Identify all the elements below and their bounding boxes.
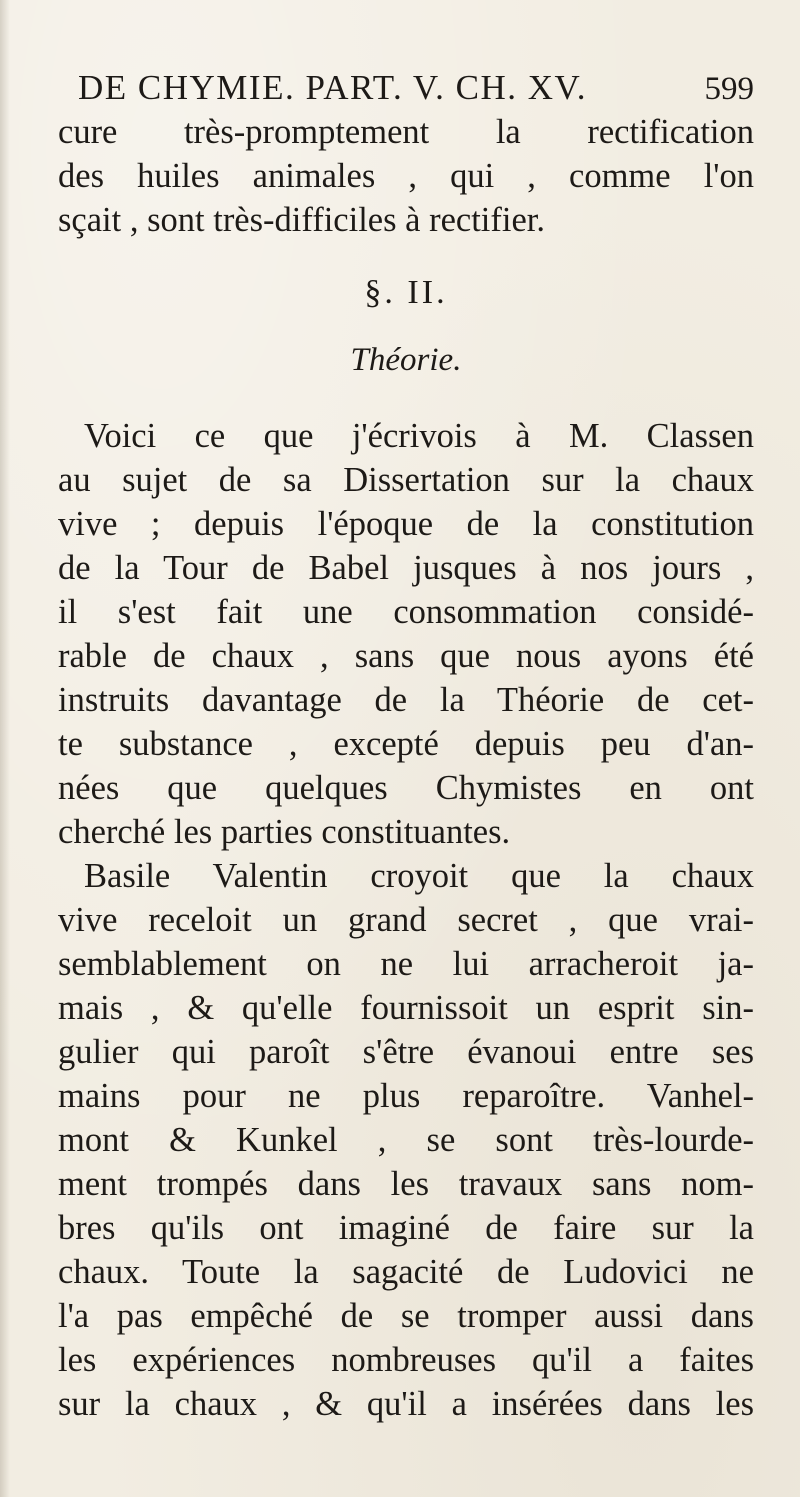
opening-lines [58, 110, 754, 242]
text-line: mais , & qu'elle fournissoit un esprit sin- [58, 989, 754, 1027]
text-line: il s'est fait une consommation considé- [58, 593, 754, 631]
paragraph-2 [58, 854, 754, 1426]
text-line: vive ; depuis l'époque de la constitution [58, 505, 754, 543]
text-line: ment trompés dans les travaux sans nom- [58, 1165, 754, 1203]
section-title: Théorie. [350, 342, 462, 378]
text-line: de la Tour de Babel jusques à nos jours , [58, 549, 754, 587]
text-line: des huiles animales , qui , comme l'on [58, 157, 754, 195]
text-line: vive receloit un grand secret , que vrai- [58, 901, 754, 939]
text-line: les expériences nombreuses qu'il a faites [58, 1341, 754, 1379]
text-line: Voici ce que j'écrivois à M. Classen [84, 417, 754, 455]
text-line: l'a pas empêché de se tromper aussi dans [58, 1297, 754, 1335]
text-line: instruits davantage de la Théorie de cet- [58, 681, 754, 719]
text-line: sur la chaux , & qu'il a insérées dans les [58, 1385, 754, 1423]
text-line: Basile Valentin croyoit que la chaux [84, 857, 754, 895]
text-line: rable de chaux , sans que nous ayons été [58, 637, 754, 675]
text-line: gulier qui paroît s'être évanoui entre ses [58, 1033, 754, 1071]
page-number: 599 [704, 71, 754, 107]
text-line: mains pour ne plus reparoître. Vanhel- [58, 1077, 754, 1115]
running-head [58, 66, 754, 110]
text-block [58, 66, 754, 1426]
text-line: sçait , sont très-difficiles à rectifier. [58, 201, 545, 239]
running-head-title: DE CHYMIE. PART. V. CH. XV. [78, 68, 588, 107]
section-number: §. II. [364, 274, 448, 311]
page-gutter-shadow [0, 0, 10, 1497]
text-line: bres qu'ils ont imaginé de faire sur la [58, 1209, 754, 1247]
paragraph-1 [58, 414, 754, 854]
text-line: mont & Kunkel , se sont très-lourde- [58, 1121, 754, 1159]
text-line: cure très-promptement la rectification [58, 113, 754, 151]
text-line: semblablement on ne lui arracheroit ja- [58, 945, 754, 983]
text-line: chaux. Toute la sagacité de Ludovici ne [58, 1253, 754, 1291]
text-line: au sujet de sa Dissertation sur la chaux [58, 461, 754, 499]
text-line: cherché les parties constituantes. [58, 813, 511, 851]
text-line: te substance , excepté depuis peu d'an- [58, 725, 754, 763]
text-line: nées que quelques Chymistes en ont [58, 769, 754, 807]
